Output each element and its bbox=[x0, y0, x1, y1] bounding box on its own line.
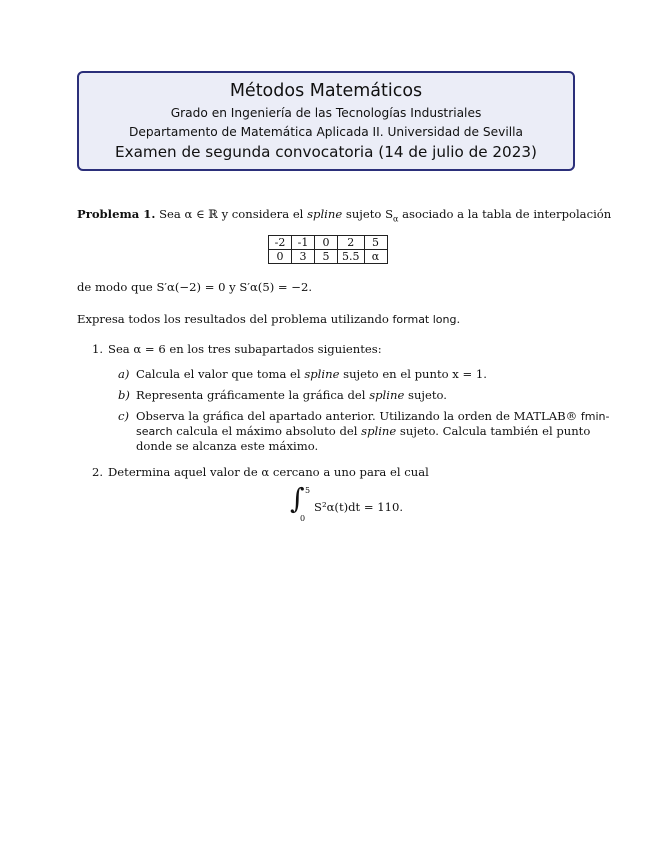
intro-part-a: Sea α ∈ ℝ y considera el bbox=[159, 207, 304, 221]
exam-header bbox=[77, 71, 575, 171]
interpolation-table bbox=[268, 235, 388, 264]
intro-spline-word: spline bbox=[307, 207, 343, 221]
table-cell: α bbox=[364, 250, 387, 264]
table-cell: 0 bbox=[269, 250, 292, 264]
subitem-c-label: c) bbox=[118, 409, 130, 423]
subitem-c-code-part2: search bbox=[136, 425, 173, 438]
intro-part-c: asociado a la tabla de interpolación bbox=[402, 207, 612, 221]
table-row-x bbox=[269, 236, 388, 250]
subitem-c-line1-text: Observa la gráfica del apartado anterior. Utilizando la orden de MATLAB® bbox=[136, 409, 581, 423]
table-row-y bbox=[269, 250, 388, 264]
format-period: . bbox=[456, 312, 461, 326]
subitem-b-part2: sujeto. bbox=[408, 388, 447, 402]
subitem-c-spline: spline bbox=[361, 424, 397, 438]
item-2-number: 2. bbox=[92, 465, 104, 479]
subitem-a-text bbox=[136, 367, 487, 382]
subitem-c-code-part1: fmin- bbox=[580, 410, 610, 423]
subitem-b-label: b) bbox=[118, 388, 130, 402]
subitem-a-label: a) bbox=[118, 367, 130, 381]
table-cell: 3 bbox=[292, 250, 315, 264]
integral-lower-limit: 0 bbox=[300, 514, 306, 523]
boundary-condition: de modo que S′α(−2) = 0 y S′α(5) = −2. bbox=[77, 280, 313, 294]
item-1-text: Sea α = 6 en los tres subapartados siguientes: bbox=[108, 342, 382, 356]
problem-statement bbox=[77, 207, 611, 226]
table-cell: -2 bbox=[269, 236, 292, 250]
table-cell: 2 bbox=[338, 236, 365, 250]
exam-date-line: Examen de segunda convocatoria (14 de julio de 2023) bbox=[115, 143, 537, 161]
subitem-c-line2-text-a: calcula el máximo absoluto del bbox=[172, 424, 362, 438]
subitem-c-line3: donde se alcanza este máximo. bbox=[136, 439, 319, 453]
format-text: Expresa todos los resultados del problema utilizando bbox=[77, 312, 389, 326]
integral-upper-limit: 5 bbox=[305, 486, 311, 495]
table-cell: 0 bbox=[315, 236, 338, 250]
table-cell: -1 bbox=[292, 236, 315, 250]
integral-body: S²α(t)dt = 110. bbox=[314, 500, 404, 514]
department-line: Departamento de Matemática Aplicada II. Universidad de Sevilla bbox=[129, 125, 523, 139]
subitem-c-line2-text-b: sujeto. Calcula también el punto bbox=[396, 424, 591, 438]
course-title: Métodos Matemáticos bbox=[229, 81, 423, 101]
subitem-b-spline: spline bbox=[369, 388, 405, 402]
subitem-b-part1: Representa gráficamente la gráfica del bbox=[136, 388, 366, 402]
subitem-b-text bbox=[136, 388, 447, 403]
item-2-text: Determina aquel valor de α cercano a uno para el cual bbox=[108, 465, 429, 479]
format-code: format long bbox=[392, 313, 457, 326]
table-cell: 5 bbox=[315, 250, 338, 264]
subitem-a-part2: sujeto en el punto x = 1. bbox=[343, 367, 487, 381]
subitem-a-spline: spline bbox=[304, 367, 340, 381]
problem-label: Problema 1. bbox=[77, 207, 156, 221]
item-1-number: 1. bbox=[92, 342, 104, 356]
table-cell: 5 bbox=[364, 236, 387, 250]
subitem-c-line1 bbox=[136, 409, 610, 424]
format-instruction bbox=[77, 312, 460, 327]
table-cell: 5.5 bbox=[338, 250, 365, 264]
degree-line: Grado en Ingeniería de las Tecnologías Industriales bbox=[170, 106, 482, 120]
integral-sign-icon: ∫ bbox=[290, 482, 305, 515]
intro-subscript: α bbox=[393, 214, 399, 224]
subitem-a-part1: Calcula el valor que toma el bbox=[136, 367, 301, 381]
subitem-c-line2 bbox=[136, 424, 590, 439]
intro-part-b: sujeto S bbox=[345, 207, 394, 221]
